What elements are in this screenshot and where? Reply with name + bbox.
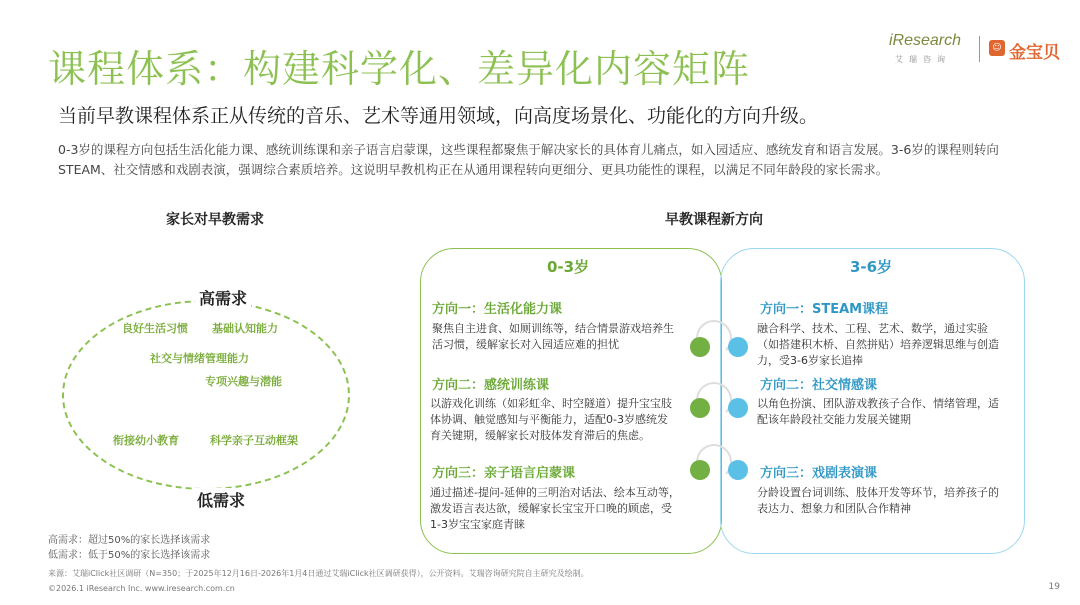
blue-dot xyxy=(728,337,748,357)
direction-text: 以角色扮演、团队游戏教孩子合作、情绪管理，适配该年龄段社交能力发展关键期 xyxy=(757,397,999,426)
need-item: 基础认知能力 xyxy=(212,322,278,335)
need-item: 社交与情绪管理能力 xyxy=(150,352,249,365)
direction-text: 分龄设置台词训练、肢体开发等环节，培养孩子的表达力、想象力和团队合作精神 xyxy=(757,486,999,515)
legend-low: 低需求：低于50%的家长选择该需求 xyxy=(48,550,211,561)
left-section-title: 家长对早教需求 xyxy=(166,212,264,228)
logo-divider xyxy=(979,36,980,62)
green-dot xyxy=(690,337,710,357)
jinbaobei-logo-text: 金宝贝 xyxy=(1009,43,1060,63)
iresearch-logo-text: iResearch xyxy=(889,32,962,49)
need-item: 良好生活习惯 xyxy=(122,322,188,335)
need-item: 科学亲子互动框架 xyxy=(210,434,298,447)
blue-dot xyxy=(728,398,748,418)
right-section-title: 早教课程新方向 xyxy=(665,212,763,228)
direction-heading: 方向一：STEAM课程 xyxy=(760,302,889,317)
iresearch-logo xyxy=(889,32,971,68)
direction-heading: 方向二：感统训练课 xyxy=(432,378,550,393)
iresearch-logo-subtext: 艾瑞咨询 xyxy=(895,55,951,64)
description: 0-3岁的课程方向包括生活化能力课、感统训练课和亲子语言启蒙课，这些课程都聚焦于解决家长的具体育儿痛点，如入园适应、感统发育和语言发展。3-6岁的课程则转向STEAM、社交情感和戏剧表演，强调综合素质培养。这说明早教机构正在从通用课程转向更细分、更具功能性的课程，以满足不同年龄段的家长需求。 xyxy=(58,142,999,177)
direction-heading: 方向一：生活化能力课 xyxy=(432,302,563,317)
direction-heading: 方向三：亲子语言启蒙课 xyxy=(432,466,576,481)
direction-heading: 方向二：社交情感课 xyxy=(760,378,878,393)
source-note: 来源：艾瑞iClick社区调研（N=350；于2025年12月16日-2026年1月4日通过艾瑞iClick社区调研获得），公开资料。艾瑞咨询研究院自主研究及绘制。 xyxy=(48,569,589,578)
demand-ellipse xyxy=(62,300,350,490)
direction-heading: 方向三：戏剧表演课 xyxy=(760,466,878,481)
page-number: 19 xyxy=(1048,582,1060,592)
green-dot xyxy=(690,460,710,480)
jinbaobei-icon: ☺ xyxy=(989,40,1005,56)
page-title: 课程体系：构建科学化、差异化内容矩阵 xyxy=(48,47,751,91)
need-item: 衔接幼小教育 xyxy=(113,434,179,447)
logo-area xyxy=(889,32,1060,68)
direction-text: 以游戏化训练（如彩虹伞、时空隧道）提升宝宝肢体协调、触觉感知与平衡能力，适配0-3岁感统发育关键期，缓解家长对肢体发育滞后的焦虑。 xyxy=(430,397,672,442)
legend-high: 高需求：超过50%的家长选择该需求 xyxy=(48,535,211,546)
jinbaobei-logo xyxy=(989,38,1060,63)
high-demand-label: 高需求 xyxy=(195,286,251,309)
green-dot xyxy=(690,398,710,418)
age-3-6-header: 3-6岁 xyxy=(850,258,893,276)
direction-text: 融合科学、技术、工程、艺术、数学，通过实验（如搭建积木桥、自然拼贴）培养逻辑思维与创造力，受3-6岁家长追捧 xyxy=(757,322,999,367)
blue-dot xyxy=(728,460,748,480)
age-0-3-header: 0-3岁 xyxy=(547,258,590,276)
copyright: ©2026.1 iResearch Inc. www.iresearch.com.cn xyxy=(48,584,235,593)
need-item: 专项兴趣与潜能 xyxy=(205,375,282,388)
direction-text: 聚焦自主进食、如厕训练等，结合情景游戏培养生活习惯，缓解家长对入园适应难的担忧 xyxy=(432,322,674,351)
page-subtitle: 当前早教课程体系正从传统的音乐、艺术等通用领域，向高度场景化、功能化的方向升级。 xyxy=(58,105,819,127)
direction-text: 通过描述-提问-延伸的三明治对话法、绘本互动等，激发语言表达欲，缓解家长宝宝开口晚的顾虑，受1-3岁宝宝家庭青睐 xyxy=(430,486,680,531)
low-demand-label: 低需求 xyxy=(193,488,249,511)
